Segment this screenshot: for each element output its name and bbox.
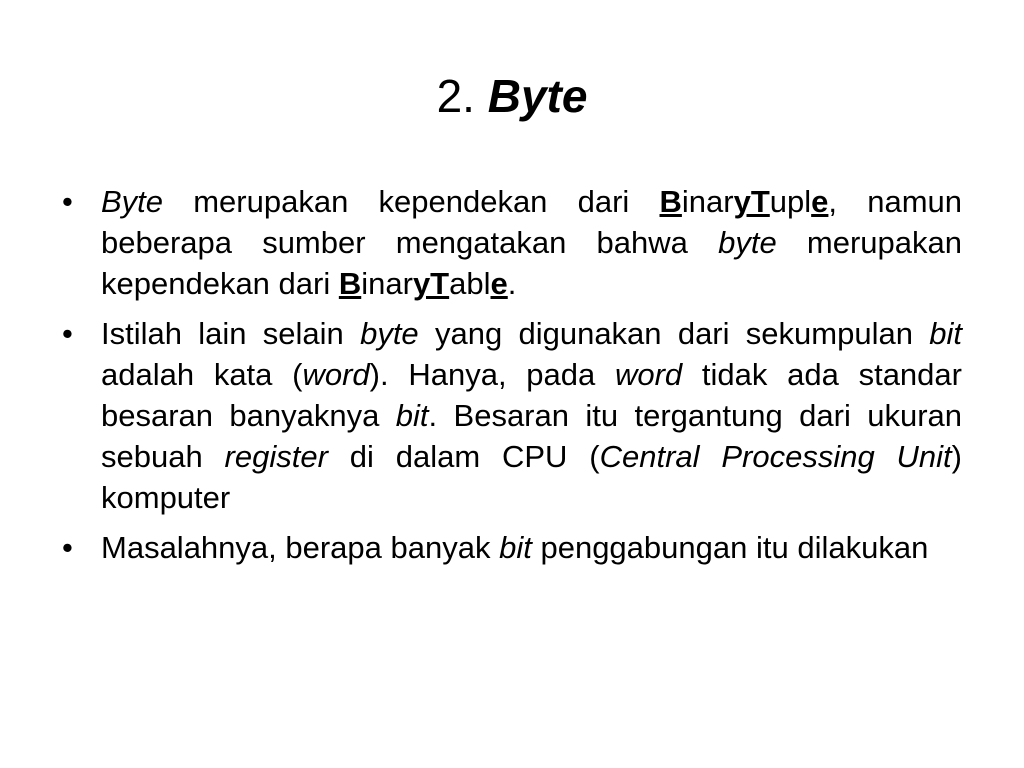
text-segment: word <box>302 357 370 392</box>
bullet-item-2 <box>58 313 962 518</box>
text-segment: ) komputer <box>101 439 962 515</box>
text-segment: adalah kata ( <box>101 357 303 392</box>
slide-title-word: Byte <box>487 70 588 122</box>
text-segment: bit <box>929 316 962 351</box>
text-segment: , namun beberapa sumber mengatakan bahwa <box>101 184 962 260</box>
bullet-list <box>58 181 962 577</box>
text-segment: inar <box>361 266 413 301</box>
text-segment: bit <box>395 398 429 433</box>
slide-title-number: 2. <box>436 70 475 122</box>
text-segment: merupakan kependekan dari <box>101 225 962 301</box>
text-segment: inar <box>681 184 734 219</box>
bullet-dot-icon: • <box>62 316 73 351</box>
text-segment: Central Processing Unit <box>599 439 952 474</box>
text-segment: yang digunakan dari sekumpulan <box>418 316 930 351</box>
text-segment: yT <box>412 266 450 301</box>
text-segment: tidak ada standar besaran banyaknya <box>101 357 962 433</box>
text-segment: di dalam CPU ( <box>327 439 600 474</box>
text-segment: . <box>507 266 517 301</box>
text-segment: upl <box>769 184 812 219</box>
text-segment: . Besaran itu tergantung dari ukuran sebuah <box>101 398 963 474</box>
text-segment: penggabungan itu dilakukan <box>531 530 929 565</box>
slide-title <box>0 66 1024 126</box>
text-segment: byte <box>718 225 777 260</box>
text-segment: bit <box>499 530 532 565</box>
text-segment: ). Hanya, pada <box>369 357 615 392</box>
text-segment: merupakan kependekan dari <box>163 184 660 219</box>
text-segment: abl <box>449 266 491 301</box>
text-segment: yT <box>733 184 770 219</box>
text-segment: Byte <box>101 184 164 219</box>
text-segment: B <box>338 266 362 301</box>
bullet-dot-icon: • <box>62 530 73 565</box>
text-segment: byte <box>360 316 419 351</box>
text-segment: register <box>224 439 328 474</box>
bullet-dot-icon: • <box>62 184 73 219</box>
text-segment: B <box>659 184 682 219</box>
text-segment: Istilah lain selain <box>101 316 361 351</box>
text-segment: word <box>614 357 683 392</box>
text-segment: e <box>490 266 508 301</box>
bullet-item-1 <box>58 181 962 304</box>
text-segment: e <box>811 184 829 219</box>
text-segment: Masalahnya, berapa banyak <box>101 530 500 565</box>
bullet-item-3 <box>58 527 962 568</box>
